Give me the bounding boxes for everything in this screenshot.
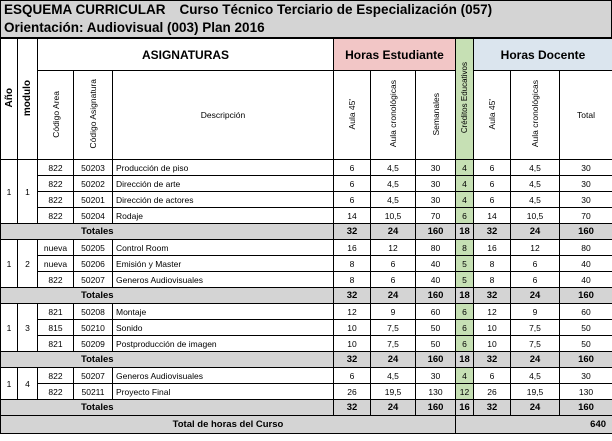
table-row bbox=[1, 208, 612, 224]
creditos-cell: 6 bbox=[456, 304, 474, 320]
descripcion-cell: Control Room bbox=[113, 240, 334, 256]
docente-aula-cron-cell: 4,5 bbox=[511, 160, 560, 176]
docente-aula-cron-cell: 6 bbox=[511, 272, 560, 288]
docente-aula45-cell: 8 bbox=[474, 272, 511, 288]
totals-aula-cron: 24 bbox=[371, 224, 416, 240]
totals-creditos: 16 bbox=[456, 400, 474, 416]
totals-semanales: 160 bbox=[416, 400, 456, 416]
totals-aula-cron: 24 bbox=[371, 400, 416, 416]
codigo-area-header: Código Area bbox=[38, 71, 74, 160]
totals-aula-cron: 24 bbox=[371, 352, 416, 368]
docente-aula45-cell: 26 bbox=[474, 384, 511, 400]
descripcion-cell: Emisión y Master bbox=[113, 256, 334, 272]
descripcion-cell: Sonido bbox=[113, 320, 334, 336]
docente-aula-cron-cell: 6 bbox=[511, 256, 560, 272]
table-row bbox=[1, 160, 612, 176]
table-row bbox=[1, 272, 612, 288]
docente-aula45-cell: 6 bbox=[474, 192, 511, 208]
semanales-cell: 30 bbox=[416, 192, 456, 208]
modulo-cell: 2 bbox=[18, 240, 38, 288]
total-cell: 30 bbox=[560, 192, 612, 208]
semanales-cell: 40 bbox=[416, 272, 456, 288]
total-cell: 30 bbox=[560, 160, 612, 176]
creditos-cell: 12 bbox=[456, 384, 474, 400]
total-cell: 40 bbox=[560, 256, 612, 272]
docente-aula-cron-cell: 4,5 bbox=[511, 368, 560, 384]
codigo-asignatura-cell: 50204 bbox=[74, 208, 113, 224]
totals-row bbox=[1, 288, 612, 304]
creditos-header: Créditos Educativos bbox=[456, 39, 474, 160]
course-title: Curso Técnico Terciario de Especialización (057) bbox=[179, 2, 493, 17]
docente-aula-cron-cell: 10,5 bbox=[511, 208, 560, 224]
anio-cell: 1 bbox=[1, 160, 18, 224]
totals-semanales: 160 bbox=[416, 224, 456, 240]
totals-label: Totales bbox=[1, 352, 334, 368]
table-row bbox=[1, 384, 612, 400]
totals-aula-cron: 24 bbox=[371, 288, 416, 304]
total-header: Total bbox=[560, 71, 612, 160]
aula45-cell: 6 bbox=[334, 368, 371, 384]
aula45-cell: 8 bbox=[334, 256, 371, 272]
semanales-cell: 30 bbox=[416, 368, 456, 384]
semanales-cell: 60 bbox=[416, 304, 456, 320]
anio-header: Año bbox=[1, 39, 18, 160]
creditos-cell: 4 bbox=[456, 176, 474, 192]
aula-cron-cell: 6 bbox=[371, 256, 416, 272]
docente-aula45-cell: 10 bbox=[474, 320, 511, 336]
docente-aula45-cell: 16 bbox=[474, 240, 511, 256]
codigo-area-cell: 822 bbox=[38, 368, 74, 384]
creditos-cell: 4 bbox=[456, 160, 474, 176]
docente-aula-cron-cell: 7,5 bbox=[511, 336, 560, 352]
aula-cron-cell: 4,5 bbox=[371, 176, 416, 192]
semanales-cell: 40 bbox=[416, 256, 456, 272]
asignaturas-header: ASIGNATURAS bbox=[38, 39, 334, 71]
descripcion-cell: Generos Audiovisuales bbox=[113, 368, 334, 384]
totals-creditos: 18 bbox=[456, 352, 474, 368]
aula-cron-cell: 7,5 bbox=[371, 320, 416, 336]
descripcion-cell: Dirección de actores bbox=[113, 192, 334, 208]
curriculum-table bbox=[0, 38, 612, 434]
codigo-asignatura-cell: 50209 bbox=[74, 336, 113, 352]
course-total-label: Total de horas del Curso bbox=[1, 416, 456, 434]
totals-row bbox=[1, 400, 612, 416]
aula45-cell: 12 bbox=[334, 304, 371, 320]
totals-docente-aula-cron: 24 bbox=[511, 400, 560, 416]
descripcion-cell: Generos Audiovisuales bbox=[113, 272, 334, 288]
table-row bbox=[1, 304, 612, 320]
table-row bbox=[1, 368, 612, 384]
creditos-cell: 6 bbox=[456, 208, 474, 224]
descripcion-cell: Proyecto Final bbox=[113, 384, 334, 400]
totals-docente-aula-cron: 24 bbox=[511, 224, 560, 240]
aula45-cell: 10 bbox=[334, 336, 371, 352]
creditos-cell: 6 bbox=[456, 320, 474, 336]
codigo-asignatura-cell: 50206 bbox=[74, 256, 113, 272]
codigo-area-cell: 815 bbox=[38, 320, 74, 336]
aula-cron-cell: 7,5 bbox=[371, 336, 416, 352]
docente-aula-cron-cell: 4,5 bbox=[511, 176, 560, 192]
docente-aula45-cell: 6 bbox=[474, 160, 511, 176]
totals-total: 160 bbox=[560, 224, 612, 240]
modulo-cell: 4 bbox=[18, 368, 38, 400]
creditos-cell: 4 bbox=[456, 368, 474, 384]
codigo-asignatura-cell: 50210 bbox=[74, 320, 113, 336]
descripcion-cell: Dirección de arte bbox=[113, 176, 334, 192]
docente-aula45-cell: 10 bbox=[474, 336, 511, 352]
docente-aula-cron-cell: 9 bbox=[511, 304, 560, 320]
docente-aula45-cell: 12 bbox=[474, 304, 511, 320]
totals-label: Totales bbox=[1, 400, 334, 416]
aula-cron-header: Aula cronológicas bbox=[371, 71, 416, 160]
document-title: ESQUEMA CURRICULAR bbox=[4, 2, 166, 17]
codigo-asignatura-cell: 50207 bbox=[74, 272, 113, 288]
codigo-area-cell: 821 bbox=[38, 336, 74, 352]
codigo-area-cell: 821 bbox=[38, 304, 74, 320]
codigo-area-cell: 822 bbox=[38, 192, 74, 208]
semanales-cell: 50 bbox=[416, 336, 456, 352]
codigo-asignatura-cell: 50207 bbox=[74, 368, 113, 384]
aula45-cell: 10 bbox=[334, 320, 371, 336]
codigo-asignatura-cell: 50203 bbox=[74, 160, 113, 176]
totals-semanales: 160 bbox=[416, 288, 456, 304]
anio-cell: 1 bbox=[1, 304, 18, 352]
codigo-area-cell: 822 bbox=[38, 384, 74, 400]
totals-docente-aula-cron: 24 bbox=[511, 288, 560, 304]
aula-cron-cell: 9 bbox=[371, 304, 416, 320]
total-cell: 30 bbox=[560, 176, 612, 192]
docente-aula45-cell: 6 bbox=[474, 368, 511, 384]
codigo-area-cell: nueva bbox=[38, 256, 74, 272]
totals-docente-aula-cron: 24 bbox=[511, 352, 560, 368]
docente-aula45-cell: 6 bbox=[474, 176, 511, 192]
semanales-header: Semanales bbox=[416, 71, 456, 160]
aula45-cell: 26 bbox=[334, 384, 371, 400]
table-row bbox=[1, 192, 612, 208]
totals-semanales: 160 bbox=[416, 352, 456, 368]
aula45-cell: 16 bbox=[334, 240, 371, 256]
codigo-asignatura-cell: 50211 bbox=[74, 384, 113, 400]
aula-cron-cell: 4,5 bbox=[371, 160, 416, 176]
totals-aula45: 32 bbox=[334, 224, 371, 240]
totals-aula45: 32 bbox=[334, 352, 371, 368]
descripcion-header: Descripción bbox=[113, 71, 334, 160]
descripcion-cell: Montaje bbox=[113, 304, 334, 320]
totals-docente-aula45: 32 bbox=[474, 352, 511, 368]
semanales-cell: 50 bbox=[416, 320, 456, 336]
table-row bbox=[1, 320, 612, 336]
semanales-cell: 30 bbox=[416, 160, 456, 176]
aula-cron-cell: 12 bbox=[371, 240, 416, 256]
descripcion-cell: Producción de piso bbox=[113, 160, 334, 176]
table-row bbox=[1, 240, 612, 256]
totals-aula45: 32 bbox=[334, 288, 371, 304]
descripcion-cell: Rodaje bbox=[113, 208, 334, 224]
aula45-cell: 14 bbox=[334, 208, 371, 224]
document-header bbox=[0, 0, 612, 38]
modulo-cell: 1 bbox=[18, 160, 38, 224]
totals-creditos: 18 bbox=[456, 224, 474, 240]
codigo-asignatura-cell: 50205 bbox=[74, 240, 113, 256]
creditos-cell: 5 bbox=[456, 256, 474, 272]
total-cell: 70 bbox=[560, 208, 612, 224]
horas-docente-header: Horas Docente bbox=[474, 39, 612, 71]
descripcion-cell: Postproducción de imagen bbox=[113, 336, 334, 352]
aula-cron-cell: 4,5 bbox=[371, 192, 416, 208]
totals-row bbox=[1, 224, 612, 240]
creditos-cell: 4 bbox=[456, 192, 474, 208]
modulo-cell: 3 bbox=[18, 304, 38, 352]
totals-total: 160 bbox=[560, 400, 612, 416]
total-cell: 50 bbox=[560, 320, 612, 336]
semanales-cell: 70 bbox=[416, 208, 456, 224]
docente-aula-cron-header: Aula cronológicas bbox=[511, 71, 560, 160]
total-cell: 30 bbox=[560, 368, 612, 384]
semanales-cell: 80 bbox=[416, 240, 456, 256]
totals-docente-aula45: 32 bbox=[474, 224, 511, 240]
docente-aula-cron-cell: 12 bbox=[511, 240, 560, 256]
totals-label: Totales bbox=[1, 288, 334, 304]
table-row bbox=[1, 336, 612, 352]
modulo-header: modulo bbox=[18, 39, 38, 160]
creditos-cell: 6 bbox=[456, 336, 474, 352]
docente-aula-cron-cell: 19,5 bbox=[511, 384, 560, 400]
semanales-cell: 130 bbox=[416, 384, 456, 400]
aula45-cell: 8 bbox=[334, 272, 371, 288]
course-total-value: 640 bbox=[456, 416, 612, 434]
aula45-cell: 6 bbox=[334, 160, 371, 176]
totals-label: Totales bbox=[1, 224, 334, 240]
docente-aula-cron-cell: 4,5 bbox=[511, 192, 560, 208]
horas-estudiante-header: Horas Estudiante bbox=[334, 39, 456, 71]
table-row bbox=[1, 176, 612, 192]
table-row bbox=[1, 256, 612, 272]
total-cell: 50 bbox=[560, 336, 612, 352]
codigo-asignatura-cell: 50208 bbox=[74, 304, 113, 320]
semanales-cell: 30 bbox=[416, 176, 456, 192]
total-cell: 130 bbox=[560, 384, 612, 400]
codigo-asignatura-cell: 50201 bbox=[74, 192, 113, 208]
codigo-asignatura-header: Código Asignatura bbox=[74, 71, 113, 160]
totals-aula45: 32 bbox=[334, 400, 371, 416]
docente-aula45-header: Aula 45' bbox=[474, 71, 511, 160]
codigo-area-cell: 822 bbox=[38, 176, 74, 192]
aula-cron-cell: 19,5 bbox=[371, 384, 416, 400]
totals-row bbox=[1, 352, 612, 368]
docente-aula45-cell: 14 bbox=[474, 208, 511, 224]
codigo-asignatura-cell: 50202 bbox=[74, 176, 113, 192]
totals-docente-aula45: 32 bbox=[474, 400, 511, 416]
totals-total: 160 bbox=[560, 288, 612, 304]
aula45-cell: 6 bbox=[334, 176, 371, 192]
total-cell: 40 bbox=[560, 272, 612, 288]
aula45-cell: 6 bbox=[334, 192, 371, 208]
codigo-area-cell: 822 bbox=[38, 160, 74, 176]
totals-docente-aula45: 32 bbox=[474, 288, 511, 304]
orientation-title: Orientación: Audiovisual (003) Plan 2016 bbox=[4, 20, 265, 35]
aula-cron-cell: 4,5 bbox=[371, 368, 416, 384]
totals-creditos: 18 bbox=[456, 288, 474, 304]
anio-cell: 1 bbox=[1, 240, 18, 288]
codigo-area-cell: 822 bbox=[38, 208, 74, 224]
anio-cell: 1 bbox=[1, 368, 18, 400]
totals-total: 160 bbox=[560, 352, 612, 368]
aula-cron-cell: 6 bbox=[371, 272, 416, 288]
creditos-cell: 8 bbox=[456, 240, 474, 256]
docente-aula45-cell: 8 bbox=[474, 256, 511, 272]
codigo-area-cell: nueva bbox=[38, 240, 74, 256]
aula45-header: Aula 45' bbox=[334, 71, 371, 160]
docente-aula-cron-cell: 7,5 bbox=[511, 320, 560, 336]
course-total-row bbox=[1, 416, 612, 434]
creditos-cell: 5 bbox=[456, 272, 474, 288]
total-cell: 60 bbox=[560, 304, 612, 320]
total-cell: 80 bbox=[560, 240, 612, 256]
aula-cron-cell: 10,5 bbox=[371, 208, 416, 224]
codigo-area-cell: 822 bbox=[38, 272, 74, 288]
